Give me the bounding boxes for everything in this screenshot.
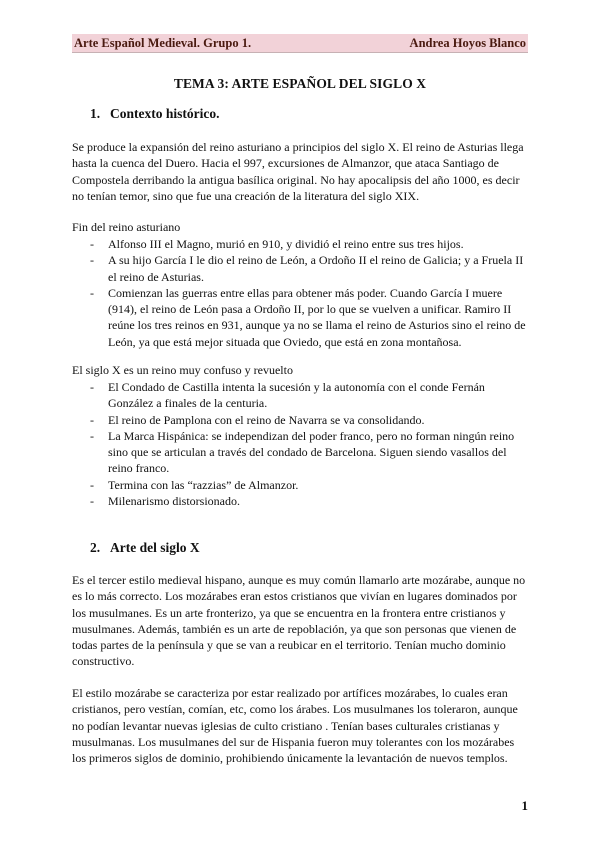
section-number: 1. [90, 106, 101, 121]
section-heading-arte [90, 540, 200, 556]
header-author: Andrea Hoyos Blanco [409, 35, 526, 50]
list-item: - La Marca Hispánica: se independizan del poder franco, pero no forman ningún reino sino que se articulan a través del condado de Barcelona. Siguen siendo vasallos del reino franco. [90, 428, 528, 477]
siglo-x-label: El siglo X es un reino muy confuso y revuelto [72, 363, 293, 377]
page-header [72, 34, 528, 53]
list-item: - Milenarismo distorsionado. [90, 493, 528, 509]
list-item: - Comienzan las guerras entre ellas para obtener más poder. Cuando García I muere (914), el reino de León pasa a Ordoño II, por lo que se vuelven a unificar. Ramiro II reúne los tres reinos en 931, aunque ya no se llama el reino de Asturios sino el reino de León, ya que está mejor situada que Oviedo, que está en zona montañosa. [90, 285, 528, 350]
list-item: - El reino de Pamplona con el reino de Navarra se va consolidando. [90, 412, 528, 428]
list-item: - A su hijo García I le dio el reino de León, a Ordoño II el reino de Galicia; y a Fruela II el reino de Asturias. [90, 252, 528, 285]
page-number: 1 [521, 798, 528, 813]
section-title: Arte del siglo X [110, 540, 200, 555]
fin-reino-list [90, 236, 528, 350]
context-intro-paragraph: Se produce la expansión del reino asturiano a principios del siglo X. El reino de Asturias llega hasta la cuenca del Duero. Hacia el 997, excursiones de Almanzor, que ataca Santiago de Compostela derribando la antigua basílica original. No hay apocalipsis del año 1000, es decir no tenían temor, sino que fue una creación de la literatura del siglo XIX. [72, 140, 524, 203]
siglo-x-list [90, 379, 528, 509]
section-number: 2. [90, 540, 101, 555]
document-title: TEMA 3: ARTE ESPAÑOL DEL SIGLO X [173, 76, 427, 91]
list-item: - Alfonso III el Magno, murió en 910, y dividió el reino entre sus tres hijos. [90, 236, 528, 252]
list-item: - Termina con las “razzias” de Almanzor. [90, 477, 528, 493]
header-course: Arte Español Medieval. Grupo 1. [74, 35, 252, 50]
arte-paragraph-1: Es el tercer estilo medieval hispano, aunque es muy común llamarlo arte mozárabe, aunque no es lo más correcto. Los mozárabes eran estos cristianos que vivían en lugares dominados por los musulmanes. Es un arte fronterizo, ya que se encuentra en la frontera entre cristianos y musulmanes. Además, también es un arte de repoblación, ya que son personas que vienen de todas partes de la península y que se van a reubicar en el territorio. Tenían mucho dominio constructivo. [72, 573, 526, 669]
list-item: - El Condado de Castilla intenta la sucesión y la autonomía con el conde Fernán González a finales de la centuria. [90, 379, 528, 412]
section-heading-context [90, 106, 219, 122]
section-title: Contexto histórico. [110, 106, 220, 121]
arte-paragraph-2: El estilo mozárabe se caracteriza por estar realizado por artífices mozárabes, lo cuales eran cristianos, pero vestían, comían, etc, como los árabes. Los musulmanes los toleraron, aunque no podían levantar nuevas iglesias de culto cristiano . Tenían bases culturales cristianas y musulmanas. Los musulmanes del sur de Hispania fueron muy tolerantes con los mozárabes los primeros siglos de dominio, prohibiendo únicamente la levantación de nuevos templos. [72, 686, 518, 766]
fin-reino-label: Fin del reino asturiano [72, 220, 181, 234]
